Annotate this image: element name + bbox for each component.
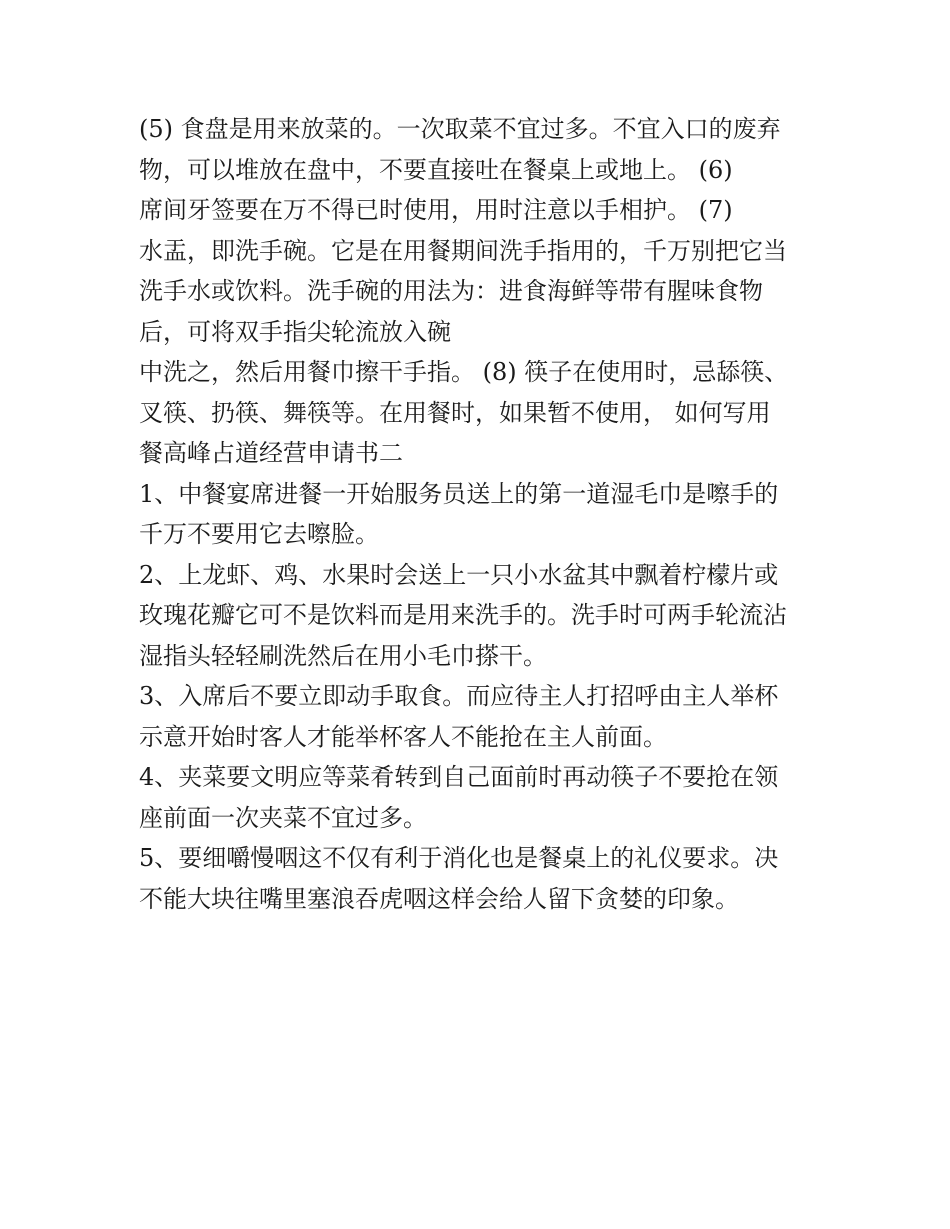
text-line: 座前面一次夹菜不宜过多。 <box>139 803 427 832</box>
text-line: 物，可以堆放在盘中，不要直接吐在餐桌上或地上。 (6) <box>139 155 733 184</box>
text-line: 2、上龙虾、鸡、水果时会送上一只小水盆其中飘着柠檬片或 <box>139 560 779 589</box>
text-line: (5) 食盘是用来放菜的。一次取菜不宜过多。不宜入口的废弃 <box>139 115 781 143</box>
text-line: 玫瑰花瓣它可不是饮料而是用来洗手的。洗手时可两手轮流沾 <box>139 601 787 629</box>
text-line: 叉筷、扔筷、舞筷等。在用餐时，如果暂不使用， 如何写用 <box>139 398 771 427</box>
text-line: 不能大块往嘴里塞浪吞虎咽这样会给人留下贪婪的印象。 <box>139 884 739 913</box>
text-line: 示意开始时客人才能举杯客人不能抢在主人前面。 <box>139 722 667 751</box>
text-line: 水盂，即洗手碗。它是在用餐期间洗手指用的，千万别把它当 <box>139 236 787 265</box>
text-line: 3、入席后不要立即动手取食。而应待主人打招呼由主人举杯 <box>139 682 779 710</box>
text-line: 1、中餐宴席进餐一开始服务员送上的第一道湿毛巾是嚓手的 <box>139 479 779 508</box>
text-line: 千万不要用它去嚓脸。 <box>139 520 379 548</box>
text-line: 餐高峰占道经营申请书二 <box>139 439 403 467</box>
text-line: 席间牙签要在万不得已时使用，用时注意以手相护。 (7) <box>139 196 733 224</box>
text-line: 中洗之，然后用餐巾擦干手指。 (8) 筷子在使用时，忌舔筷、 <box>139 358 789 386</box>
text-line: 4、夹菜要文明应等菜肴转到自己面前时再动筷子不要抢在领 <box>139 763 779 791</box>
body-text <box>139 109 839 919</box>
text-line: 洗手水或饮料。洗手碗的用法为：进食海鲜等带有腥味食物 <box>139 277 763 305</box>
text-line: 5、要细嚼慢咽这不仅有利于消化也是餐桌上的礼仪要求。决 <box>139 844 779 872</box>
text-line: 后，可将双手指尖轮流放入碗 <box>139 317 451 346</box>
text-line: 湿指头轻轻刷洗然后在用小毛巾搽干。 <box>139 641 547 670</box>
